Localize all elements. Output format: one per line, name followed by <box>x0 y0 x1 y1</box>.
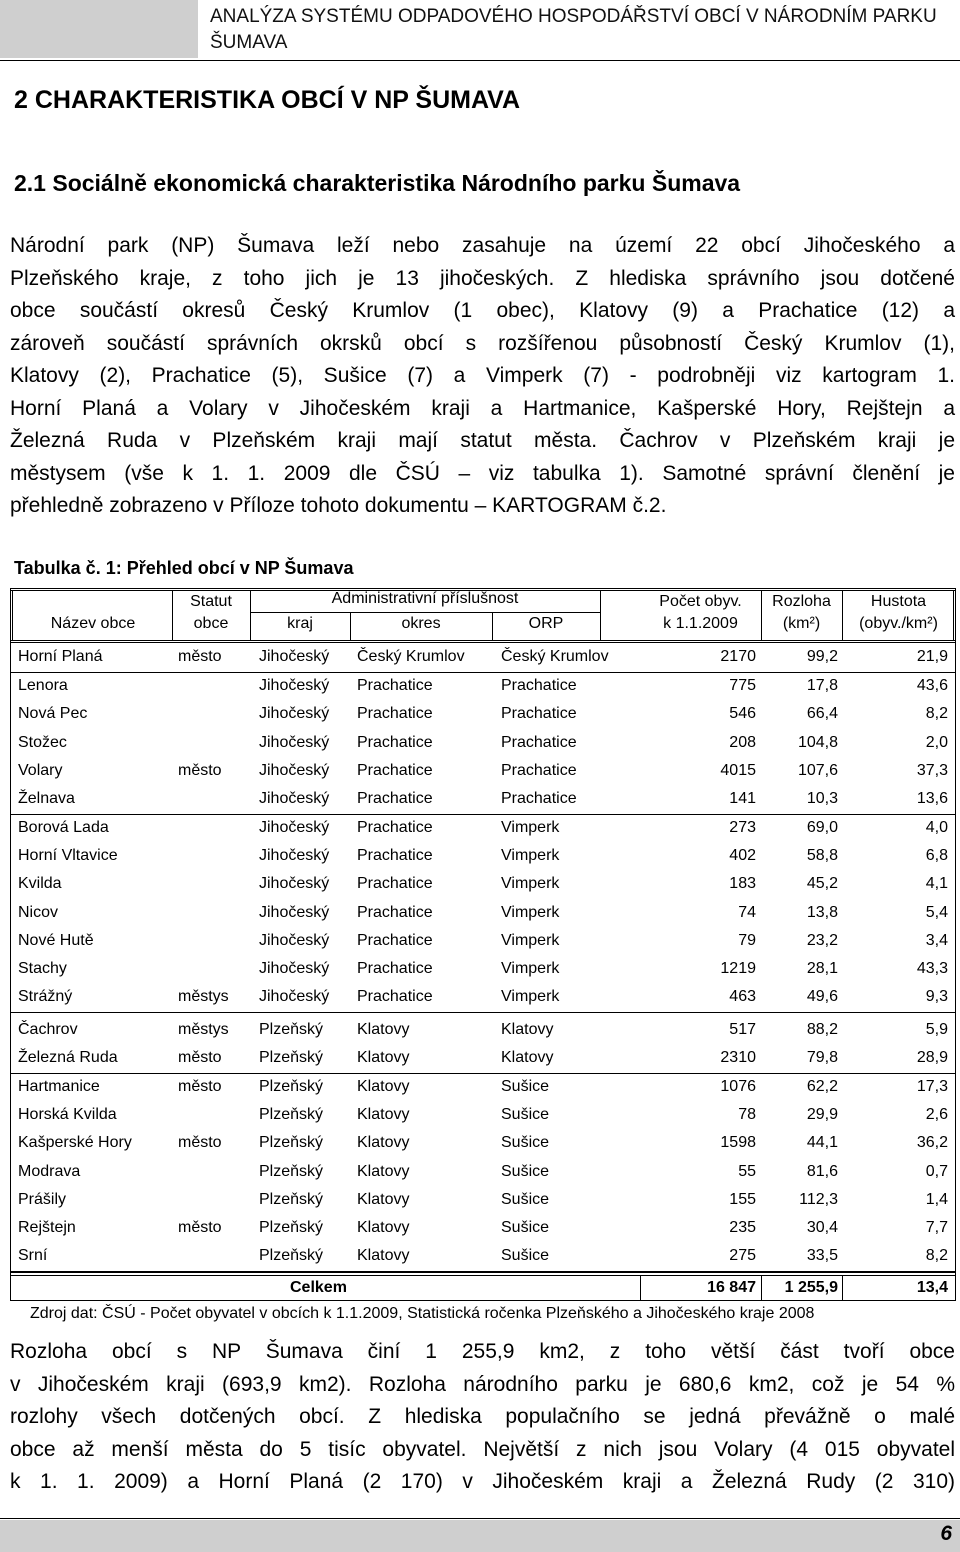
table-cell: 13,8 <box>806 904 838 921</box>
table-cell: Klatovy <box>357 1106 410 1123</box>
paragraph-line: Národní park (NP) Šumava leží nebo zasahuje na území 22 obcí Jihočeského a <box>10 234 955 257</box>
table-cell: Jihočeský <box>259 734 330 751</box>
table-rule <box>10 1300 955 1301</box>
table-cell: město <box>178 1219 222 1236</box>
table-cell: Plzeňský <box>259 1078 324 1095</box>
table-cell: 273 <box>729 819 756 836</box>
table-cell: Prachatice <box>357 904 433 921</box>
table-rule <box>955 643 956 1272</box>
table-cell: Vimperk <box>501 904 560 921</box>
table-cell: 0,7 <box>925 1163 948 1180</box>
table-cell: Kašperské Hory <box>18 1134 132 1151</box>
chapter-heading: 2 CHARAKTERISTIKA OBCÍ V NP ŠUMAVA <box>14 86 521 114</box>
table-cell: 183 <box>729 875 756 892</box>
table-cell: Jihočeský <box>259 677 330 694</box>
table-cell: 17,8 <box>806 677 838 694</box>
table-cell: městys <box>178 1021 229 1038</box>
table-cell: 275 <box>729 1247 756 1264</box>
table-cell: 28,1 <box>806 960 838 977</box>
table-cell: Klatovy <box>357 1021 410 1038</box>
table-cell: 9,3 <box>925 988 948 1005</box>
table-cell: Prachatice <box>501 762 577 779</box>
table-cell: 4,0 <box>925 819 948 836</box>
table-cell: 1598 <box>720 1134 756 1151</box>
table-cell: 36,2 <box>916 1134 948 1151</box>
table-cell: 30,4 <box>806 1219 838 1236</box>
table-cell: 78 <box>738 1106 756 1123</box>
table-cell: 23,2 <box>806 932 838 949</box>
page-number: 6 <box>940 1522 952 1545</box>
table-cell: městys <box>178 988 229 1005</box>
table-cell: Volary <box>18 762 63 779</box>
table-cell: Klatovy <box>357 1191 410 1208</box>
paragraph-line: obce až menší města do 5 tisíc obyvatel. Největší z nich jsou Volary (4 015 obyvatel <box>10 1437 955 1461</box>
table-cell: 517 <box>729 1021 756 1038</box>
table-cell: 5,4 <box>925 904 948 921</box>
table-cell: Rejštejn <box>18 1219 76 1236</box>
table-cell: Klatovy <box>357 1134 410 1151</box>
table-cell: Vimperk <box>501 988 560 1005</box>
table-cell: 6,8 <box>925 847 948 864</box>
table-cell: 10,3 <box>806 790 838 807</box>
table-cell: Sušice <box>501 1247 550 1264</box>
table-cell: Vimperk <box>501 819 560 836</box>
table-cell: 62,2 <box>806 1078 838 1095</box>
table-cell: 37,3 <box>916 762 948 779</box>
table-cell: 55 <box>738 1163 756 1180</box>
table-cell: Český Krumlov <box>501 648 609 665</box>
table-cell: Hartmanice <box>18 1078 100 1095</box>
table-cell: město <box>178 1078 222 1095</box>
header-area: Rozloha <box>772 593 831 610</box>
table-cell: 74 <box>738 904 756 921</box>
table-cell: Prachatice <box>357 875 433 892</box>
table-cell: 155 <box>729 1191 756 1208</box>
table-cell: Kvilda <box>18 875 62 892</box>
header-area: (km²) <box>782 615 821 632</box>
header-orp: ORP <box>528 615 564 632</box>
table-cell: 69,0 <box>806 819 838 836</box>
table-cell: 81,6 <box>806 1163 838 1180</box>
header-kraj: kraj <box>287 615 313 632</box>
total-label: Celkem <box>290 1279 347 1296</box>
table-cell: Plzeňský <box>259 1134 324 1151</box>
table-cell: 45,2 <box>806 875 838 892</box>
table-rule <box>12 590 13 641</box>
table-cell: 235 <box>729 1219 756 1236</box>
table-cell: Stožec <box>18 734 67 751</box>
paragraph-line: přehledně zobrazeno v Příloze tohoto dokumentu – KARTOGRAM č.2. <box>10 494 667 517</box>
table-cell: 4015 <box>720 762 756 779</box>
table-cell: Klatovy <box>357 1078 410 1095</box>
running-header: ANALÝZA SYSTÉMU ODPADOVÉHO HOSPODÁŘSTVÍ OBCÍ V NÁRODNÍM PARKU ŠUMAVA <box>210 6 937 53</box>
paragraph-area <box>10 1336 955 1499</box>
table-cell: 33,5 <box>806 1247 838 1264</box>
table-cell: Jihočeský <box>259 790 330 807</box>
paragraph-line: Plzeňského kraje, z toho jich je 13 jihočeských. Z hlediska správního jsou dotčené <box>10 266 955 290</box>
table-rule <box>10 640 955 641</box>
table-cell: Jihočeský <box>259 648 330 665</box>
table-rule <box>10 588 11 643</box>
header-rule <box>0 60 960 61</box>
table-cell: Horská Kvilda <box>18 1106 117 1123</box>
table-cell: 58,8 <box>806 847 838 864</box>
header-admin: Administrativní příslušnost <box>331 590 519 607</box>
table-rule <box>250 612 600 613</box>
paragraph-line: Rozloha obcí s NP Šumava činí 1 255,9 km2, z toho větší část tvoří obce <box>10 1340 955 1363</box>
table-cell: Vimperk <box>501 932 560 949</box>
table-cell: Klatovy <box>501 1049 554 1066</box>
paragraph-line: v Jihočeském kraji (693,9 km2). Rozloha národního parku je 680,6 km2, což je 54 % <box>10 1372 955 1396</box>
table-cell: Srní <box>18 1247 48 1264</box>
table-cell: 104,8 <box>797 734 838 751</box>
header-pop: k 1.1.2009 <box>663 615 738 632</box>
table-cell: Horní Vltavice <box>18 847 118 864</box>
paragraph-line: Železná Ruda v Plzeňském kraji mají statut města. Čachrov v Plzeňském kraji je <box>10 429 955 452</box>
paragraph-line: obce součástí okresů Český Krumlov (1 obec), Klatovy (9) a Prachatice (12) a <box>10 299 955 322</box>
table-cell: Horní Planá <box>18 648 103 665</box>
table-cell: Vimperk <box>501 875 560 892</box>
table-cell: Nová Pec <box>18 705 88 722</box>
table-cell: 5,9 <box>925 1021 948 1038</box>
table-cell: Lenora <box>18 677 68 694</box>
table-cell: Plzeňský <box>259 1247 324 1264</box>
table-cell: město <box>178 648 222 665</box>
table-cell: Plzeňský <box>259 1021 324 1038</box>
table-cell: 49,6 <box>806 988 838 1005</box>
table-rule <box>10 1012 955 1013</box>
table-cell: Stachy <box>18 960 67 977</box>
table-cell: Prachatice <box>357 734 433 751</box>
table-source: Zdroj dat: ČSÚ - Počet obyvatel v obcích k 1.1.2009, Statistická ročenka Plzeňského a Jihočeského kraje 2008 <box>30 1305 815 1322</box>
table-cell: Prachatice <box>357 932 433 949</box>
table-cell: Čachrov <box>18 1021 78 1038</box>
paragraph-line: Klatovy (2), Prachatice (5), Sušice (7) a Vimperk (7) - podrobněji viz kartogram 1. <box>10 364 955 387</box>
table-cell: Sušice <box>501 1134 550 1151</box>
table-cell: Vimperk <box>501 960 560 977</box>
table-cell: Jihočeský <box>259 988 330 1005</box>
table-rule <box>10 814 955 815</box>
table-cell: 29,9 <box>806 1106 838 1123</box>
table-cell: Klatovy <box>357 1163 410 1180</box>
table-cell: 21,9 <box>916 648 948 665</box>
table-cell: Železná Ruda <box>18 1049 118 1066</box>
table-cell: 99,2 <box>806 648 838 665</box>
paragraph-line: zároveň součástí správních okrsků obcí s rozšířenou působností Český Krumlov (1), <box>10 331 955 355</box>
table-cell: Jihočeský <box>259 960 330 977</box>
table-rule <box>10 672 955 673</box>
table-cell: Vimperk <box>501 847 560 864</box>
table-cell: Strážný <box>18 988 73 1005</box>
table-cell: 208 <box>729 734 756 751</box>
table-rule <box>10 1272 11 1301</box>
table-cell: Sušice <box>501 1163 550 1180</box>
footer-rule <box>0 1518 960 1519</box>
paragraph-line: k 1. 1. 2009) a Horní Planá (2 170) v Jihočeském kraji a Železná Rudy (2 310) <box>10 1470 955 1493</box>
table-rule <box>10 642 955 643</box>
header-pop: Počet obyv. <box>659 593 742 610</box>
table-cell: Prachatice <box>357 819 433 836</box>
table-cell: Prachatice <box>501 677 577 694</box>
table-cell: Jihočeský <box>259 932 330 949</box>
table-cell: 4,1 <box>925 875 948 892</box>
table-cell: Prachatice <box>357 988 433 1005</box>
table-rule <box>955 588 956 643</box>
table-cell: Nové Hutě <box>18 932 94 949</box>
table-cell: Prášily <box>18 1191 67 1208</box>
total-density: 13,4 <box>916 1279 948 1296</box>
table-cell: Plzeňský <box>259 1219 324 1236</box>
table-cell: 141 <box>729 790 756 807</box>
table-rule <box>10 1073 955 1074</box>
table-cell: 8,2 <box>925 1247 948 1264</box>
table-cell: Jihočeský <box>259 762 330 779</box>
table-cell: Sušice <box>501 1078 550 1095</box>
footer-gray-box <box>0 1520 960 1552</box>
table-cell: Plzeňský <box>259 1106 324 1123</box>
table-cell: Klatovy <box>501 1021 554 1038</box>
table-cell: město <box>178 1134 222 1151</box>
table-cell: 2,6 <box>925 1106 948 1123</box>
table-cell: Prachatice <box>357 762 433 779</box>
table-rule <box>10 1272 955 1273</box>
table-cell: 463 <box>729 988 756 1005</box>
table-cell: 88,2 <box>806 1021 838 1038</box>
header-statut: obce <box>193 615 229 632</box>
table-cell: 402 <box>729 847 756 864</box>
table-cell: 1219 <box>720 960 756 977</box>
table-cell: Borová Lada <box>18 819 109 836</box>
table-cell: 2,0 <box>925 734 948 751</box>
table-cell: Prachatice <box>357 677 433 694</box>
table-cell: Prachatice <box>501 790 577 807</box>
table-cell: 1076 <box>720 1078 756 1095</box>
header-density: (obyv./km²) <box>859 615 938 632</box>
table-cell: Prachatice <box>357 847 433 864</box>
table-cell: Prachatice <box>501 705 577 722</box>
header-okres: okres <box>401 615 441 632</box>
table-cell: Klatovy <box>357 1247 410 1264</box>
total-population: 16 847 <box>707 1279 756 1296</box>
table-cell: 1,4 <box>925 1191 948 1208</box>
table-cell: město <box>178 1049 222 1066</box>
table-cell: 112,3 <box>799 1191 838 1208</box>
table-cell: Prachatice <box>357 705 433 722</box>
paragraph-intro <box>10 230 955 523</box>
table-cell: Jihočeský <box>259 875 330 892</box>
table-cell: Jihočeský <box>259 705 330 722</box>
table-cell: 28,9 <box>916 1049 948 1066</box>
header-name: Název obce <box>50 615 136 632</box>
table-rule <box>10 1275 955 1276</box>
section-heading: 2.1 Sociálně ekonomická charakteristika Národního parku Šumava <box>14 170 741 196</box>
table-cell: Modrava <box>18 1163 81 1180</box>
table-cell: Klatovy <box>357 1219 410 1236</box>
table-cell: Nicov <box>18 904 59 921</box>
table-cell: Sušice <box>501 1219 550 1236</box>
table-cell: Plzeňský <box>259 1163 324 1180</box>
total-area: 1 255,9 <box>784 1279 838 1296</box>
table-cell: 43,6 <box>916 677 948 694</box>
table-cell: 3,4 <box>925 932 948 949</box>
table-rule <box>955 1272 956 1301</box>
table-cell: Sušice <box>501 1106 550 1123</box>
header-statut: Statut <box>190 593 232 610</box>
table-cell: 44,1 <box>806 1134 838 1151</box>
table-cell: město <box>178 762 222 779</box>
table-cell: 7,7 <box>925 1219 948 1236</box>
table-cell: Želnava <box>18 790 75 807</box>
paragraph-line: Horní Planá a Volary v Jihočeském kraji a Hartmanice, Kašperské Hory, Rejštejn a <box>10 396 955 420</box>
header-density: Hustota <box>870 593 927 610</box>
table-cell: 13,6 <box>916 790 948 807</box>
table-cell: 775 <box>729 677 756 694</box>
paragraph-line: městysem (vše k 1. 1. 2009 dle ČSÚ – viz tabulka 1). Samotné správní členění je <box>10 461 955 485</box>
header-gray-box <box>0 0 198 58</box>
paragraph-line: rozlohy všech dotčených obcí. Z hlediska populačního se jedná převážně o malé <box>10 1405 955 1428</box>
table-cell: 66,4 <box>806 705 838 722</box>
table-cell: Jihočeský <box>259 847 330 864</box>
table-cell: 79,8 <box>806 1049 838 1066</box>
table-cell: 8,2 <box>925 705 948 722</box>
table-cell: 2310 <box>720 1049 756 1066</box>
table-rule <box>600 590 601 641</box>
table-cell: 546 <box>729 705 756 722</box>
table-cell: Sušice <box>501 1191 550 1208</box>
table-cell: Prachatice <box>501 734 577 751</box>
table-cell: Prachatice <box>357 960 433 977</box>
table-cell: 2170 <box>720 648 756 665</box>
table-cell: 79 <box>738 932 756 949</box>
table-cell: Plzeňský <box>259 1049 324 1066</box>
table-cell: Jihočeský <box>259 904 330 921</box>
table-cell: Jihočeský <box>259 819 330 836</box>
table-cell: Český Krumlov <box>357 648 465 665</box>
table-cell: Plzeňský <box>259 1191 324 1208</box>
table-cell: 107,6 <box>797 762 838 779</box>
table-cell: 17,3 <box>916 1078 948 1095</box>
table-rule <box>10 643 11 1272</box>
table-cell: Prachatice <box>357 790 433 807</box>
table-cell: 43,3 <box>916 960 948 977</box>
table-caption: Tabulka č. 1: Přehled obcí v NP Šumava <box>14 558 354 578</box>
table-cell: Klatovy <box>357 1049 410 1066</box>
